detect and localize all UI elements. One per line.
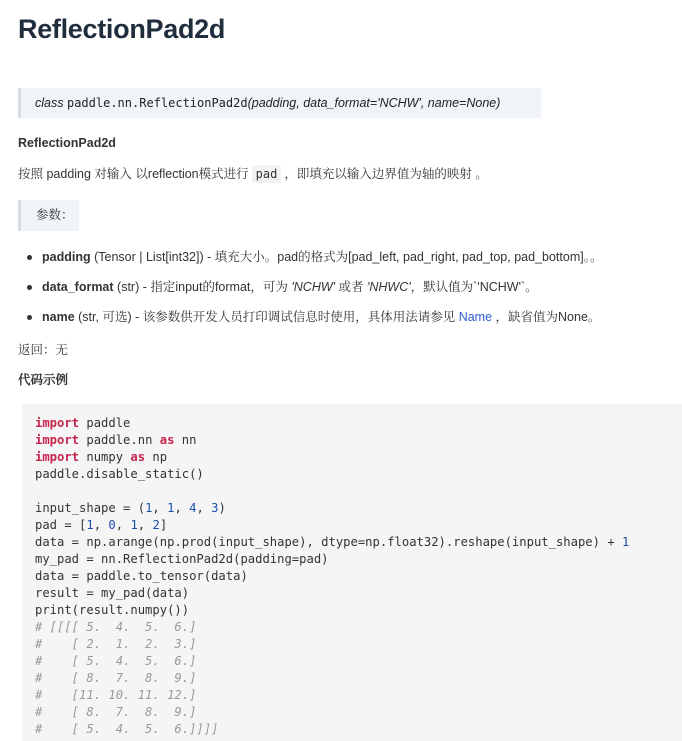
code-token: as xyxy=(159,433,175,447)
code-line xyxy=(35,483,682,500)
code-token: , xyxy=(115,518,131,532)
code-line xyxy=(35,721,682,738)
param-name: padding xyxy=(42,250,91,264)
code-line xyxy=(35,619,682,636)
code-line xyxy=(35,466,682,483)
param-item-data-format xyxy=(18,274,602,304)
code-token: 3 xyxy=(211,501,219,515)
code-line xyxy=(35,704,682,721)
code-token: import xyxy=(35,416,80,430)
code-token: 1 xyxy=(130,518,138,532)
param-type: (str, 可选) xyxy=(78,310,132,324)
description xyxy=(18,164,488,182)
code-token: pad = [ xyxy=(35,518,87,532)
code-line xyxy=(35,636,682,653)
param-desc: ，默认值为`'NCHW'`。 xyxy=(410,280,538,294)
code-line xyxy=(35,568,682,585)
code-token: data = paddle.to_tensor(data) xyxy=(35,569,248,583)
code-token: data = np.arange(np.prod(input_shape), dtype=np.float32).reshape(input_shape) + xyxy=(35,535,622,549)
code-token: import xyxy=(35,450,80,464)
param-desc: ，缺省值为None。 xyxy=(492,310,601,324)
code-token: # [ 8. 7. 8. 9.] xyxy=(35,671,197,685)
page-title: ReflectionPad2d xyxy=(18,14,226,44)
name-link[interactable]: Name xyxy=(458,310,493,324)
params-label: 参数： xyxy=(18,200,79,231)
section-subtitle: ReflectionPad2d xyxy=(18,136,116,150)
code-token: 2 xyxy=(152,518,160,532)
signature-keyword: class xyxy=(35,96,64,110)
code-line xyxy=(35,449,682,466)
signature-name: paddle.nn.ReflectionPad2d xyxy=(66,96,248,110)
param-value-nchw: 'NCHW' xyxy=(291,280,336,294)
code-token: # [ 5. 4. 5. 6.] xyxy=(35,654,197,668)
code-line xyxy=(35,585,682,602)
param-name: name xyxy=(42,310,75,324)
code-line xyxy=(35,602,682,619)
description-code: pad xyxy=(252,165,282,183)
param-item-name xyxy=(18,304,602,334)
code-token: 1 xyxy=(167,501,175,515)
code-line xyxy=(35,551,682,568)
code-token: result = my_pad(data) xyxy=(35,586,190,600)
code-token: , xyxy=(152,501,168,515)
code-token: paddle.nn xyxy=(79,433,160,447)
code-token: # [11. 10. 11. 12.] xyxy=(35,688,197,702)
code-token: input_shape = ( xyxy=(35,501,146,515)
code-token: 0 xyxy=(108,518,116,532)
code-token: np xyxy=(145,450,168,464)
code-token: print(result.numpy()) xyxy=(35,603,190,617)
param-name: data_format xyxy=(42,280,114,294)
code-token: numpy xyxy=(79,450,131,464)
param-type: (Tensor | List[int32]) xyxy=(94,250,204,264)
param-desc: 或者 xyxy=(335,280,367,294)
returns-text: 返回：无 xyxy=(18,343,69,357)
code-line xyxy=(35,653,682,670)
code-line xyxy=(35,687,682,704)
code-token: # [ 2. 1. 2. 3.] xyxy=(35,637,197,651)
code-line xyxy=(35,432,682,449)
code-token: , xyxy=(196,501,212,515)
code-token: ) xyxy=(218,501,226,515)
code-token: , xyxy=(137,518,153,532)
example-title: 代码示例 xyxy=(18,373,69,387)
code-token: # [ 8. 7. 8. 9.] xyxy=(35,705,197,719)
code-token: paddle xyxy=(79,416,131,430)
param-desc: - 指定input的format，可为 xyxy=(139,280,292,294)
code-token: ] xyxy=(159,518,168,532)
param-desc: - 填充大小。pad的格式为[pad_left, pad_right, pad_top, pad_bottom]。。 xyxy=(203,250,603,264)
code-token: 1 xyxy=(86,518,94,532)
class-signature xyxy=(18,88,541,118)
code-token: nn xyxy=(174,433,197,447)
param-list xyxy=(18,244,602,334)
code-token: import xyxy=(35,433,80,447)
code-token: as xyxy=(130,450,146,464)
param-desc: - 该参数供开发人员打印调试信息时使用，具体用法请参见 xyxy=(131,310,459,324)
param-value-nhwc: 'NHWC' xyxy=(366,280,411,294)
signature-params: (padding, data_format='NCHW', name=None) xyxy=(247,96,501,110)
code-token: # [[[[ 5. 4. 5. 6.] xyxy=(35,620,197,634)
param-type: (str) xyxy=(117,280,140,294)
code-token: my_pad = nn.ReflectionPad2d(padding=pad) xyxy=(35,552,329,566)
code-line xyxy=(35,670,682,687)
code-line xyxy=(35,500,682,517)
code-block[interactable] xyxy=(22,404,682,741)
param-item-padding xyxy=(18,244,602,274)
description-text-before: 按照 padding 对输入 以reflection模式进行 xyxy=(18,167,249,181)
code-token: , xyxy=(93,518,109,532)
code-line xyxy=(35,517,682,534)
code-line xyxy=(35,534,682,551)
code-token: 4 xyxy=(189,501,197,515)
code-token: 1 xyxy=(622,535,630,549)
code-token: , xyxy=(174,501,190,515)
code-token: 1 xyxy=(145,501,153,515)
code-token: paddle.disable_static() xyxy=(35,467,204,481)
description-text-after: ，即填充以输入边界值为轴的映射 。 xyxy=(284,167,488,181)
code-token: # [ 5. 4. 5. 6.]]]] xyxy=(35,722,219,736)
code-line xyxy=(35,415,682,432)
